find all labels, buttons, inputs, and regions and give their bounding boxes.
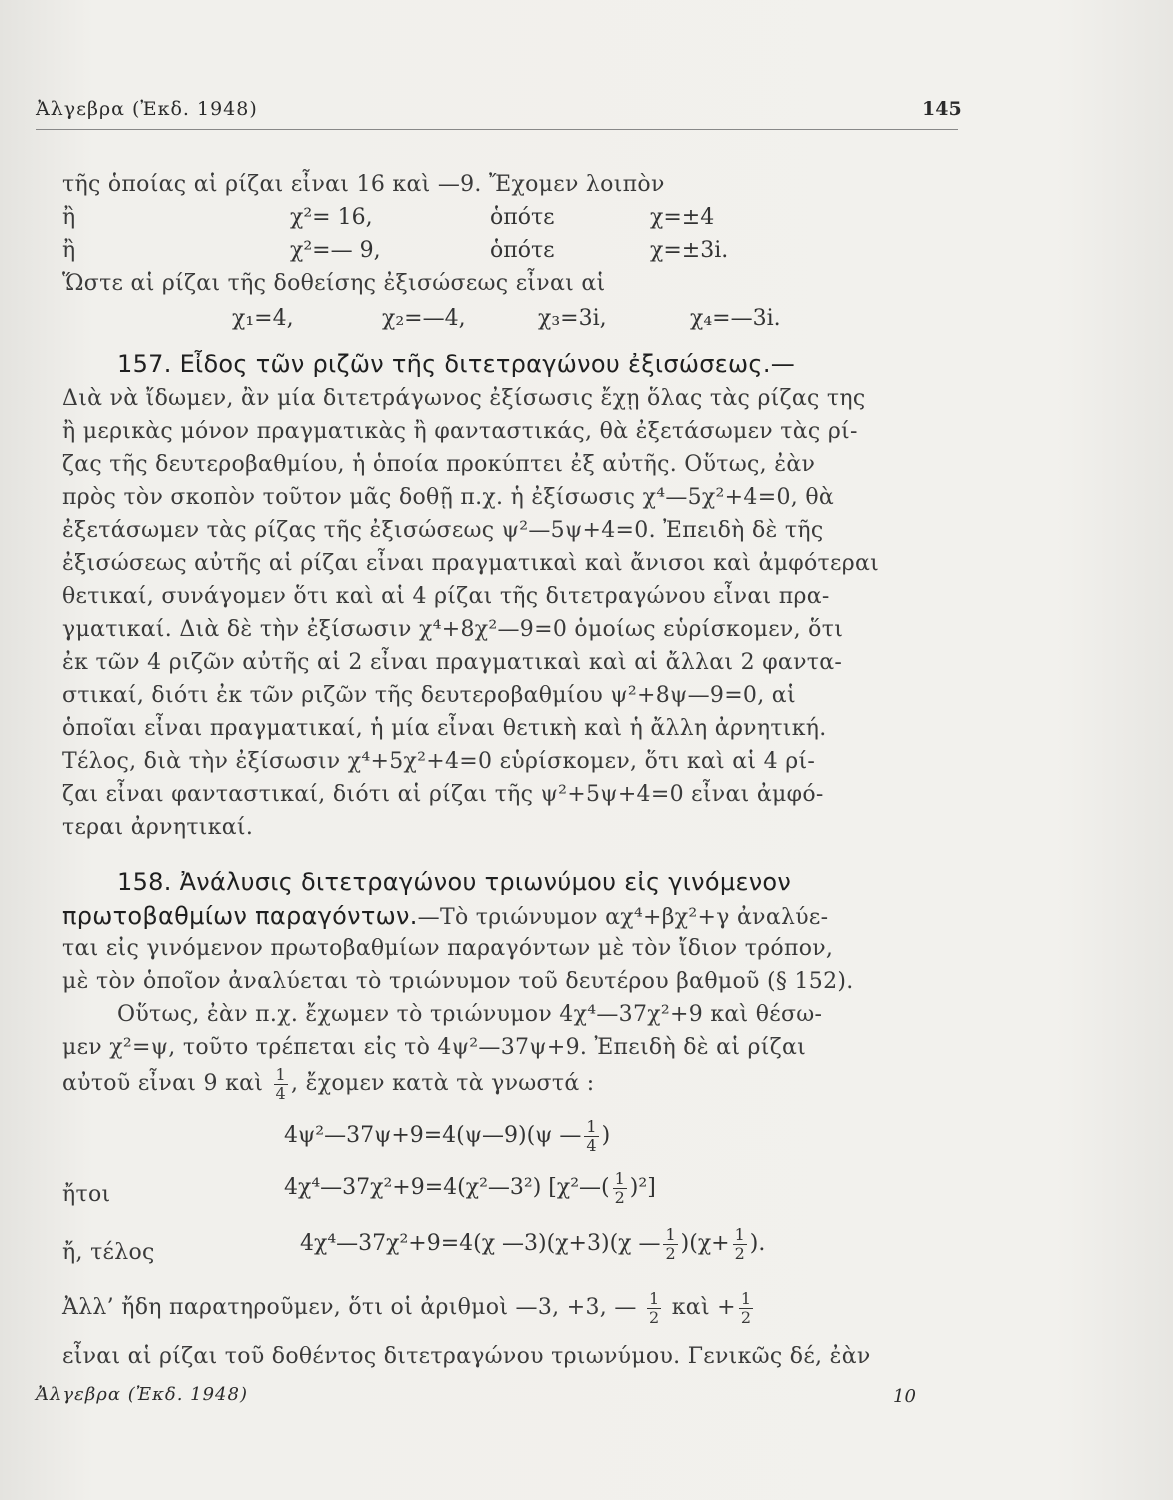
roots-text-pre: αὐτοῦ εἶναι 9 καὶ	[62, 1071, 264, 1097]
s157-line: ἐξισώσεως αὐτῆς αἱ ρίζαι εἶναι πραγματικαὶ καὶ ἄνισοι καὶ ἀμφότεραι	[62, 551, 880, 576]
s157-line: Τέλος, διὰ τὴν ἐξίσωσιν χ⁴+5χ²+4=0 εὑρίσκομεν, ὅτι καὶ αἱ 4 ρί-	[62, 749, 816, 774]
s158-line: Οὕτως, ἐὰν π.χ. ἔχωμεν τὸ τριώνυμον 4χ⁴—37χ²+9 καὶ θέσω-	[117, 1002, 823, 1027]
root-2: χ₂=—4,	[382, 306, 466, 331]
page-number: 145	[922, 98, 962, 120]
case1-word: ἢ	[62, 205, 76, 230]
case2-result: χ=±3i.	[650, 238, 729, 263]
s157-line: ἐξετάσωμεν τὰς ρίζας τῆς ἐξισώσεως ψ²—5ψ+4=0. Ἐπειδὴ δὲ τῆς	[62, 518, 824, 543]
roots-text-post: , ἔχομεν κατὰ τὰ γνωστά :	[291, 1071, 595, 1097]
s157-line: ἐκ τῶν 4 ριζῶν αὐτῆς αἱ 2 εἶναι πραγματικαὶ καὶ αἱ ἄλλαι 2 φαντα-	[62, 650, 843, 675]
case2-then: ὁπότε	[490, 238, 555, 263]
sheet-number: 10	[893, 1386, 916, 1407]
s157-line: ὁποῖαι εἶναι πραγματικαί, ἡ μία εἶναι θετικὴ καὶ ἡ ἄλλη ἀρνητική.	[62, 716, 827, 741]
header-rule	[36, 129, 958, 130]
section-157-heading: 157. Εἶδος τῶν ριζῶν τῆς διτετραγώνου ἐξισώσεως.—	[117, 350, 796, 378]
s158-line: μεν χ²=ψ, τοῦτο τρέπεται εἰς τὸ 4ψ²—37ψ+9. Ἐπειδὴ δὲ αἱ ρίζαι	[62, 1035, 807, 1060]
intro-line-4: Ὥστε αἱ ρίζαι τῆς δοθείσης ἐξισώσεως εἶναι αἱ	[62, 271, 606, 296]
word-itoi: ἤτοι	[62, 1182, 111, 1207]
sheet-signature: Ἀλγεβρα (Ἐκδ. 1948)	[36, 1384, 248, 1405]
s157-line: ἢ μερικὰς μόνον πραγματικὰς ἢ φανταστικάς, θὰ ἐξετάσωμεν τὰς ρί-	[62, 419, 858, 444]
s157-line: Διὰ νὰ ἴδωμεν, ἂν μία διτετράγωνος ἐξίσωσις ἔχῃ ὅλας τὰς ρίζας της	[62, 386, 866, 411]
running-title: Ἀλγεβρα (Ἐκδ. 1948)	[36, 98, 258, 120]
section-158-heading-line-1: 158. Ἀνάλυσις διτετραγώνου τριωνύμου εἰς γινόμενον	[117, 868, 792, 896]
s157-line: πρὸς τὸν σκοπὸν τοῦτον μᾶς δοθῇ π.χ. ἡ ἐξίσωσις χ⁴—5χ²+4=0, θὰ	[62, 485, 835, 510]
equation-2: 4χ⁴—37χ²+9=4(χ²—3²) [χ²—( $\frac{1}{2}$ )²]	[284, 1169, 656, 1207]
equation-1: 4ψ²—37ψ+9=4(ψ—9)(ψ — $\frac{1}{4}$ )	[284, 1117, 611, 1155]
word-telos: ἤ, τέλος	[62, 1240, 155, 1265]
fraction-one-quarter: $\frac{1}{4}$	[275, 1065, 286, 1103]
s157-line: γματικαί. Διὰ δὲ τὴν ἐξίσωσιν χ⁴+8χ²—9=0 ὁμοίως εὑρίσκομεν, ὅτι	[62, 617, 844, 642]
case2-equation: χ²=— 9,	[290, 238, 381, 263]
s158-line: ται εἰς γινόμενον πρωτοβαθμίων παραγόντων μὲ τὸν ἴδιον τρόπον,	[62, 936, 834, 961]
s157-line: ζας τῆς δευτεροβαθμίου, ἡ ὁποία προκύπτει ἐξ αὐτῆς. Οὕτως, ἐὰν	[62, 452, 816, 477]
case1-equation: χ²= 16,	[290, 205, 373, 230]
case1-result: χ=±4	[650, 205, 715, 230]
last-line: εἶναι αἱ ρίζαι τοῦ δοθέντος διτετραγώνου τριωνύμου. Γενικῶς δέ, ἐὰν	[62, 1344, 871, 1369]
case1-then: ὁπότε	[490, 205, 555, 230]
section-158-heading-line-2: πρωτοβαθμίων παραγόντων.	[62, 902, 418, 930]
observation-line: Ἀλλ’ ἤδη παρατηροῦμεν, ὅτι οἱ ἀριθμοὶ —3, +3, — $\frac{1}{2}$ καὶ + $\frac{1}{2}$	[62, 1289, 752, 1327]
s157-line: στικαί, διότι ἐκ τῶν ριζῶν τῆς δευτεροβαθμίου ψ²+8ψ—9=0, αἱ	[62, 683, 796, 708]
intro-line-1: τῆς ὁποίας αἱ ρίζαι εἶναι 16 καὶ —9. Ἔχομεν λοιπὸν	[62, 172, 665, 197]
s157-line: ζαι εἶναι φανταστικαί, διότι αἱ ρίζαι τῆς ψ²+5ψ+4=0 εἶναι ἀμφό-	[62, 782, 824, 807]
root-3: χ₃=3i,	[538, 306, 607, 331]
case2-word: ἢ	[62, 238, 76, 263]
s157-line: θετικαί, συνάγομεν ὅτι καὶ αἱ 4 ρίζαι τῆς διτετραγώνου εἶναι πρα-	[62, 584, 830, 609]
s157-line: τεραι ἀρνητικαί.	[62, 815, 254, 840]
s158-line: μὲ τὸν ὁποῖον ἀναλύεται τὸ τριώνυμον τοῦ δευτέρου βαθμοῦ (§ 152).	[62, 969, 854, 994]
root-1: χ₁=4,	[232, 306, 294, 331]
root-4: χ₄=—3i.	[690, 306, 781, 331]
s158-heading-continuation: —Τὸ τριώνυμον αχ⁴+βχ²+γ ἀναλύε-	[417, 905, 829, 930]
equation-3: 4χ⁴—37χ²+9=4(χ —3)(χ+3)(χ — $\frac{1}{2}$ )(χ+ $\frac{1}{2}$ ).	[300, 1225, 766, 1263]
